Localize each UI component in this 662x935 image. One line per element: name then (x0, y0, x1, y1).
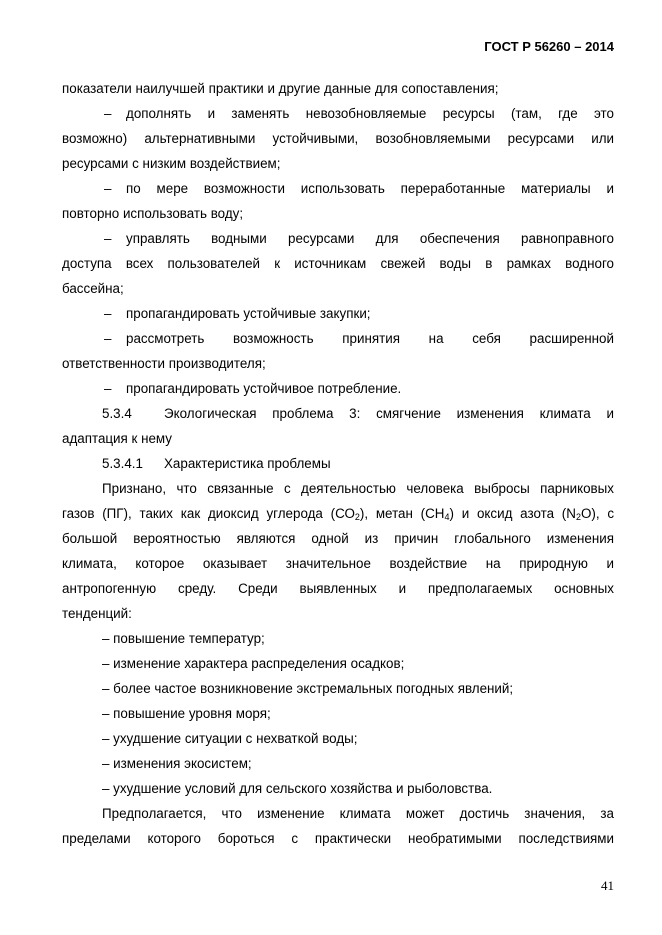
list-dash: – (104, 306, 112, 321)
list-item: – ухудшение условий для сельского хозяйства и рыболовства. (102, 781, 493, 796)
list-item-text: рассмотреть возможность принятия на себя расширенной (126, 331, 614, 346)
list-item (62, 330, 614, 348)
list-item: – повышение уровня моря; (102, 706, 271, 721)
text-fragment: ) и оксид азота (N (449, 506, 576, 521)
text-line: ресурсами с низким воздействием; (62, 156, 281, 171)
text-line: климата, которое оказывает значительное воздействие на природную и (62, 556, 614, 571)
text-line: бассейна; (62, 281, 124, 296)
page-number: 41 (601, 878, 614, 893)
document-header: ГОСТ Р 56260 – 2014 (484, 39, 614, 54)
list-item (62, 230, 614, 248)
section-title: Экологическая проблема 3: смягчение изменения климата и (164, 406, 614, 421)
subscript: 2 (575, 512, 581, 522)
text-line: адаптация к нему (62, 431, 172, 446)
subscript: 2 (354, 512, 360, 522)
section-number: 5.3.4 (102, 406, 132, 421)
text-line: Предполагается, что изменение климата может достичь значения, за (102, 806, 614, 821)
text-line: ответственности производителя; (62, 356, 266, 371)
text-fragment: газов (ПГ), таких как диоксид углерода (СО (62, 506, 355, 521)
subsection-heading (62, 455, 614, 473)
list-dash: – (104, 381, 112, 396)
text-line: доступа всех пользователей к источникам свежей воды в рамках водного (62, 256, 614, 271)
list-item: – изменение характера распределения осадков; (102, 656, 405, 671)
list-item-text: пропагандировать устойчивое потребление. (126, 381, 402, 396)
subscript: 4 (444, 512, 450, 522)
text-line: возможно) альтернативными устойчивыми, возобновляемыми ресурсами или (62, 131, 614, 146)
text-line: повторно использовать воду; (62, 206, 244, 221)
list-item (62, 380, 614, 398)
list-dash: – (104, 106, 112, 121)
text-line: большой вероятностью являются одной из причин глобального изменения (62, 531, 614, 546)
text-line: пределами которого бороться с практически необратимыми последствиями (62, 831, 614, 846)
text-line: показатели наилучшей практики и другие данные для сопоставления; (62, 81, 499, 96)
list-item (62, 105, 614, 123)
list-item: – повышение температур; (102, 631, 265, 646)
subsection-title: Характеристика проблемы (164, 456, 331, 471)
text-fragment: О), с (580, 506, 615, 521)
text-line (62, 505, 614, 523)
list-item-text: по мере возможности использовать переработанные материалы и (126, 181, 614, 196)
list-item-text: дополнять и заменять невозобновляемые ресурсы (там, где это (126, 106, 614, 121)
list-dash: – (104, 231, 112, 246)
list-item: – изменения экосистем; (102, 756, 252, 771)
list-item-text: пропагандировать устойчивые закупки; (126, 306, 371, 321)
list-dash: – (104, 181, 112, 196)
list-dash: – (104, 331, 112, 346)
list-item (62, 180, 614, 198)
list-item (62, 305, 614, 323)
text-line: тенденций: (62, 606, 132, 621)
list-item: – более частое возникновение экстремальных погодных явлений; (102, 681, 514, 696)
section-heading (62, 405, 614, 423)
list-item-text: управлять водными ресурсами для обеспечения равноправного (126, 231, 614, 246)
text-line: Признано, что связанные с деятельностью человека выбросы парниковых (102, 481, 614, 496)
text-fragment: ), метан (СН (359, 506, 445, 521)
list-item: – ухудшение ситуации с нехваткой воды; (102, 731, 358, 746)
text-line: антропогенную среду. Среди выявленных и предполагаемых основных (62, 581, 614, 596)
subsection-number: 5.3.4.1 (102, 456, 143, 471)
